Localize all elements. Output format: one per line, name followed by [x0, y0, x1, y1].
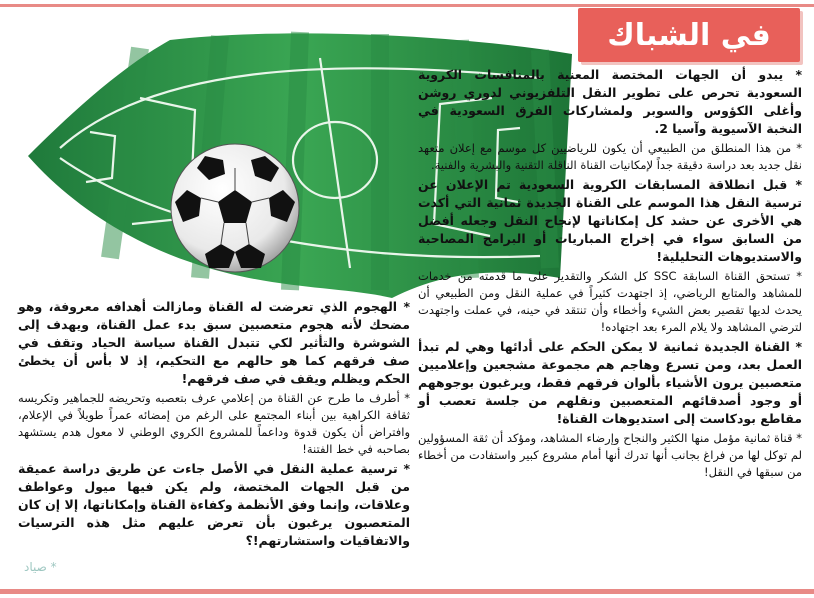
paragraph: * ترسية عملية النقل في الأصل جاءت عن طريق دراسة عميقة من قبل الجهات المختصة، ولم يكن فيها ميول وعواطف وعلاقات، وإنما وفق الأنظمة وكفاءة القناة وإمكاناتها، إلا إن كان المتعصبون يرغبون بأن تعرض عليهم مثل هذه الترسيات والاتفاقيات واستشارتهم!؟: [18, 461, 410, 548]
column-title: في الشباك: [578, 8, 800, 62]
paragraph: * يبدو أن الجهات المختصة المعنية بالمنافسات الكروية السعودية تحرص على تطوير النقل التلفزيوني لدوري روشن وأغلى الكؤوس والسوبر ولمشاركات الفرق السعودية في النخبة الآسيوية وآسيا 2.: [418, 67, 802, 136]
paragraph: * قناة ثمانية مؤمل منها الكثير والنجاح وإرضاء المشاهد، ومؤكد أن ثقة المسؤولين لم توكل لها من فراغ بجانب أنها تدرك أنها أمام مشروع كبير واستفادت من أخطاء من سبقها في النقل!: [418, 431, 802, 479]
football: [171, 144, 299, 272]
paragraph: * تستحق القناة السابقة SSC كل الشكر والتقدير على ما قدمته من خدمات للمشاهد والمتابع الرياضي، إذ اجتهدت كثيراً في عملية النقل ومن الطبيعي أن يحدث لديها تقصير بعض الشيء وأخطاء وأن تنتقد في حينه، في عملت واجتهدت لترضي المشاهد ولا يلام المرء بعد اجتهاده!: [418, 269, 802, 334]
paragraph: * أطرف ما طرح عن القناة من إعلامي عرف بتعصبه وتحريضه للجماهير وتكريسه ثقافة الكراهية بين أبناء المجتمع على الرغم من إمضائه عمراً طويلاً في الإعلام، وافتراض أن يكون قدوة وداعماً للمشروع الكروي الوطني لا معول هدم يستشهد بصاحبه في خط الفتنة!: [18, 391, 410, 456]
top-rule: [0, 4, 814, 7]
paragraph: * الهجوم الذي تعرضت له القناة ومازالت أهدافه معروفة، وهو مضحك لأنه هجوم متعصبين سبق بدء عمل القناة، ويهدف إلى الشوشرة والتأثير لكي تتبدل القناة سياسة الحياد وتقف في صف فرقهم كما هو حالهم مع التحكيم، إذ لا بأس أن يخطئ الحكم ويظلم ويقف في صف فرقهم!: [18, 299, 410, 386]
bottom-rule: [0, 589, 814, 594]
paragraph: * قبل انطلاقة المسابقات الكروية السعودية تم الإعلان عن ترسية النقل هذا الموسم على القناة الجديدة ثمانية التي أكدت هي الأخرى عن حشد كل إمكاناتها لإنجاح النقل وجعله أفضل من السابق سواء في إخراج المباريات أو البرامج المصاحبة والاستديوهات التحليلية!: [418, 177, 802, 264]
left-text-column: [18, 298, 410, 568]
paragraph: * من هذا المنطلق من الطبيعي أن يكون للرياضيين كل موسم مع إعلان متعهد نقل جديد بعد دراسة دقيقة جداً لإمكانيات القناة الناقلة التقنية والبشرية والفنية.: [418, 141, 802, 172]
right-text-column: [418, 66, 802, 578]
author-signature: * صياد: [24, 560, 57, 574]
paragraph: * القناة الجديدة ثمانية لا يمكن الحكم على أدائها وهي لم تبدأ العمل بعد، ومن تسرع وهاجم هم مجموعة مشجعين وإعلاميين متعصبين يرون الأشياء بألوان فرقهم فقط، ويرغبون بوجوههم أو وجود أصدقائهم المتعصبين ونقلهم من جلسة تعصب أو مقاطع بودكاست إلى استديوهات القناة!: [418, 339, 802, 426]
